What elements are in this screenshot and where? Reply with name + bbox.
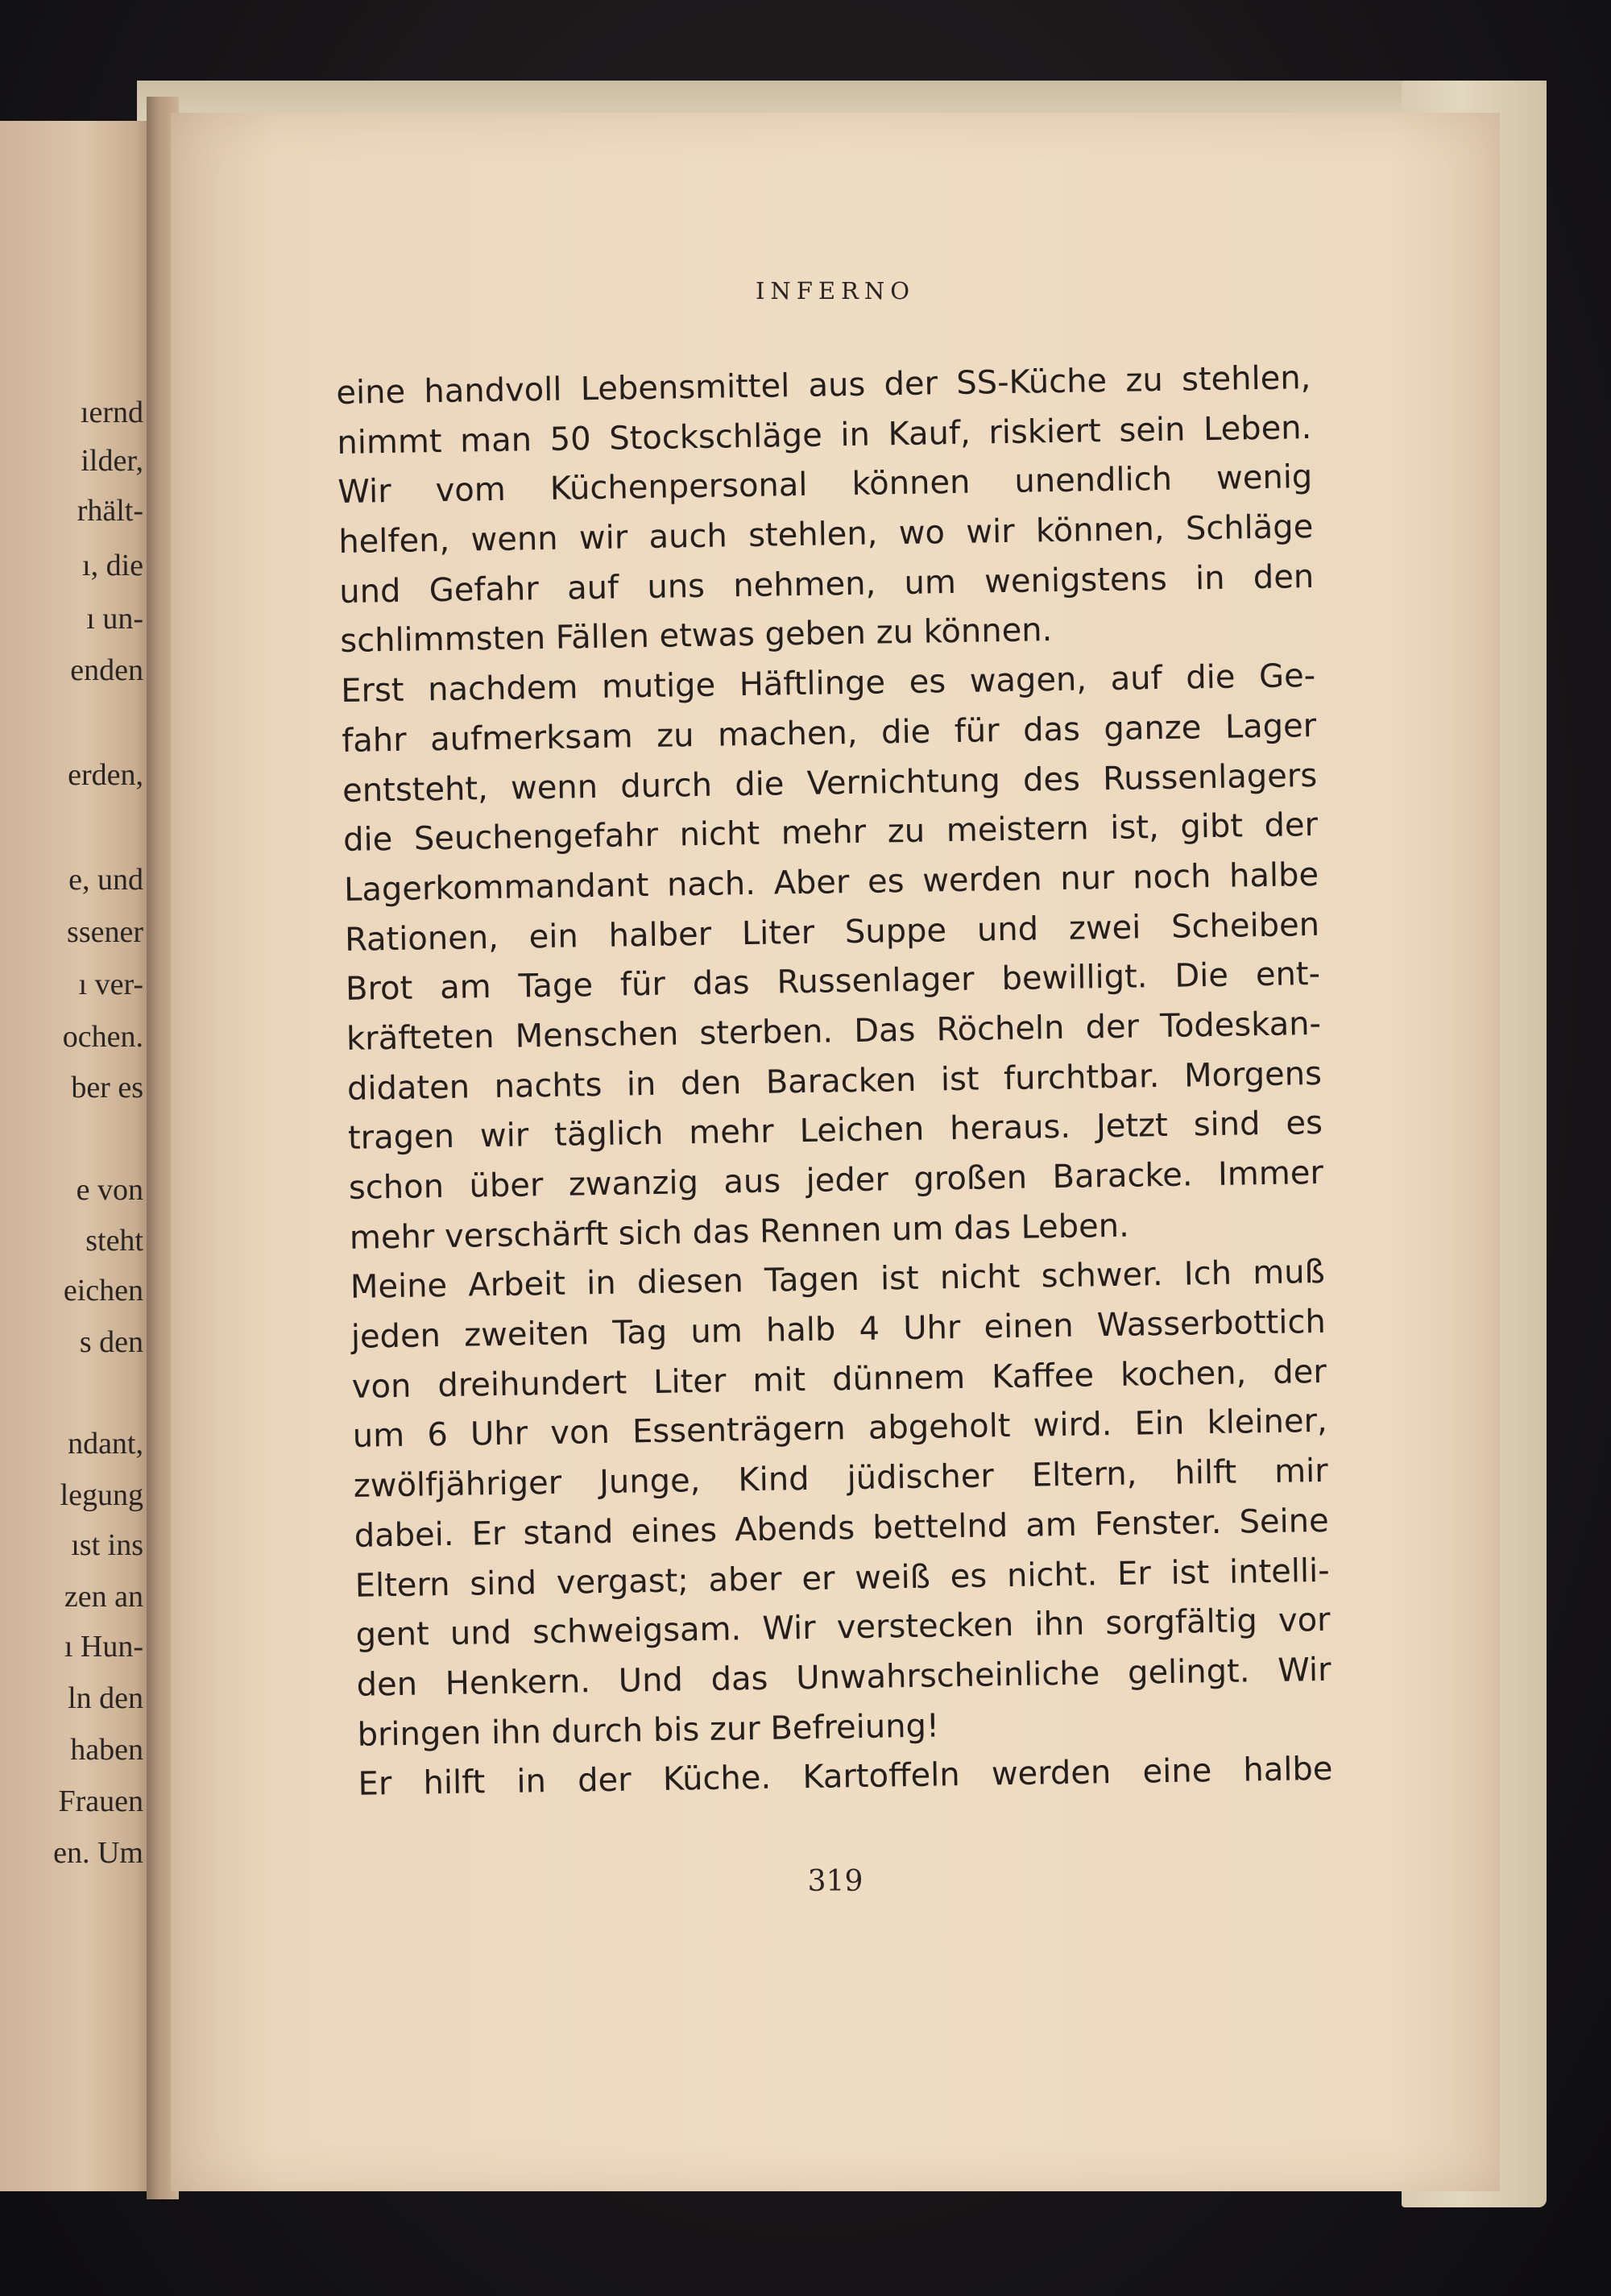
text-line: kräfteten Menschen sterben. Das Röcheln der Todeskan- xyxy=(346,1005,1322,1058)
page-number: 319 xyxy=(807,1865,863,1898)
running-head: INFERNO xyxy=(755,277,916,305)
left-page-fragment: ln den xyxy=(68,1681,143,1715)
left-page-fragment: ssener xyxy=(67,915,143,949)
left-page-fragment: e von xyxy=(76,1173,143,1207)
text-line: Eltern sind vergast; aber er weiß es nicht. Er ist intelli- xyxy=(354,1552,1330,1605)
text-line: tragen wir täglich mehr Leichen heraus. Jetzt sind es xyxy=(347,1104,1323,1158)
left-page-fragment: eichen xyxy=(63,1274,143,1308)
left-page-fragment: en. Um xyxy=(53,1836,143,1870)
left-page-fragment: ı un- xyxy=(86,602,143,636)
left-page-fragment: ndant, xyxy=(68,1427,143,1461)
left-page-fragment: steht xyxy=(85,1224,143,1258)
left-page-fragment: ıernd xyxy=(80,396,143,429)
left-page-fragment: legung xyxy=(60,1478,143,1512)
text-line: eine handvoll Lebensmittel aus der SS-Küche zu stehlen, xyxy=(336,358,1311,412)
text-line: zwölfjähriger Junge, Kind jüdischer Eltern, hilft mir xyxy=(353,1452,1328,1505)
body-text xyxy=(336,354,1333,1810)
left-page-fragment: e, und xyxy=(68,863,143,897)
left-page-fragment: s den xyxy=(79,1325,143,1359)
text-line: schlimmsten Fällen etwas geben zu können. xyxy=(339,611,1053,661)
left-page-fragment: ı, die xyxy=(82,549,143,582)
text-line: Wir vom Küchenpersonal können unendlich wenig xyxy=(338,458,1313,512)
text-line: Meine Arbeit in diesen Tagen ist nicht schwer. Ich muß xyxy=(350,1254,1326,1307)
left-page-fragment: erden, xyxy=(68,758,143,792)
text-line: jeden zweiten Tag um halb 4 Uhr einen Wasserbottich xyxy=(350,1303,1327,1356)
text-line: und Gefahr auf uns nehmen, um wenigstens in den xyxy=(338,557,1315,611)
text-line: Er hilft in der Küche. Kartoffeln werden eine halbe xyxy=(358,1751,1333,1804)
text-line: schon über zwanzig aus jeder großen Baracke. Immer xyxy=(348,1154,1324,1207)
text-line: bringen ihn durch bis zur Befreiung! xyxy=(357,1707,940,1754)
text-line: nimmt man 50 Stockschläge in Kauf, riskiert sein Leben. xyxy=(337,408,1312,462)
book-page xyxy=(171,113,1500,2191)
text-line: didaten nachts in den Baracken ist furchtbar. Morgens xyxy=(346,1055,1323,1108)
text-line: entsteht, wenn durch die Vernichtung des Russenlagers xyxy=(342,756,1318,810)
text-line: Rationen, ein halber Liter Suppe und zwei Scheiben xyxy=(344,906,1320,959)
text-line: fahr aufmerksam zu machen, die für das ganze Lager xyxy=(341,707,1317,760)
left-page-fragment: ber es xyxy=(71,1071,143,1104)
left-page-fragment: ı Hun- xyxy=(64,1630,143,1664)
text-line: helfen, wenn wir auch stehlen, wo wir können, Schläge xyxy=(338,508,1314,562)
left-page xyxy=(0,121,153,2191)
left-page-fragment: haben xyxy=(70,1733,143,1767)
left-page-fragment: rhält- xyxy=(77,494,143,528)
text-line: Brot am Tage für das Russenlager bewilligt. Die ent- xyxy=(345,955,1321,1009)
left-page-fragment: ıst ins xyxy=(71,1528,143,1562)
left-page-fragment: ochen. xyxy=(62,1020,143,1054)
text-line: dabei. Er stand eines Abends bettelnd am Fenster. Seine xyxy=(354,1502,1329,1555)
text-line: um 6 Uhr von Essenträgern abgeholt wird. Ein kleiner, xyxy=(352,1403,1328,1456)
left-page-fragment: Frauen xyxy=(58,1784,143,1818)
text-line: Lagerkommandant nach. Aber es werden nur noch halbe xyxy=(343,856,1319,909)
text-line: die Seuchengefahr nicht mehr zu meistern ist, gibt der xyxy=(342,806,1319,860)
text-line: Erst nachdem mutige Häftlinge es wagen, auf die Ge- xyxy=(340,657,1316,711)
left-page-fragment: zen an xyxy=(64,1580,143,1614)
left-page-fragment: ı ver- xyxy=(78,968,143,1001)
text-line: den Henkern. Und das Unwahrscheinliche gelingt. Wir xyxy=(356,1651,1331,1704)
text-line: mehr verschärft sich das Rennen um das Leben. xyxy=(349,1207,1130,1257)
left-page-fragment: enden xyxy=(70,653,143,687)
left-page-fragment: ilder, xyxy=(81,444,143,478)
text-line: gent und schweigsam. Wir verstecken ihn sorgfältig vor xyxy=(355,1601,1331,1654)
text-line: von dreihundert Liter mit dünnem Kaffee kochen, der xyxy=(351,1353,1327,1406)
